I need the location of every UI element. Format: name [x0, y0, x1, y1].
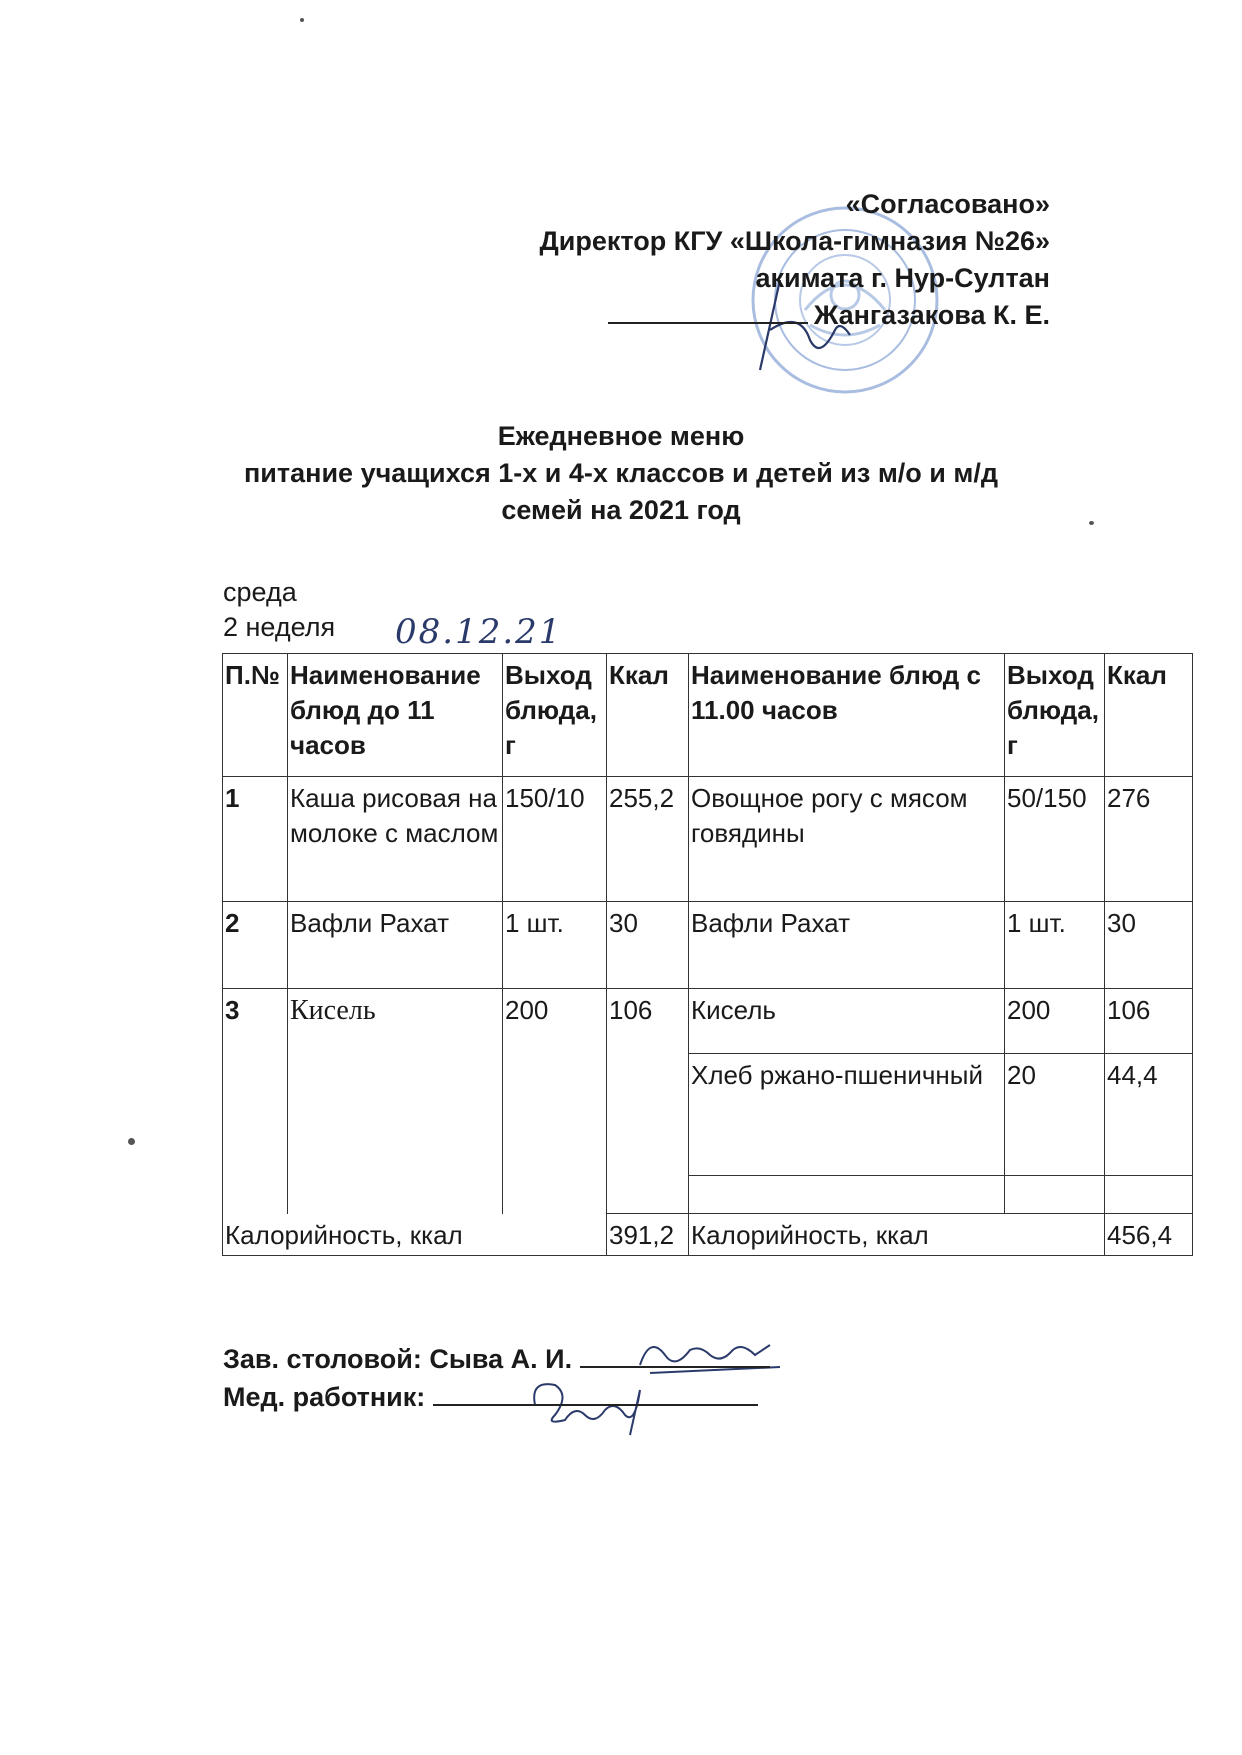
kcal-morning: 255,2 — [607, 777, 689, 902]
portion-afternoon — [1005, 1176, 1105, 1214]
kcal-afternoon: 106 — [1105, 989, 1193, 1054]
kcal-morning — [607, 1054, 689, 1176]
title-line-1: Ежедневное меню — [497, 421, 745, 451]
signature-underline — [608, 300, 808, 324]
dish-morning — [288, 1054, 503, 1176]
title-line-2: питание учащихся 1-х и 4-х классов и детей из м/о и м/д — [244, 458, 998, 488]
table-row — [223, 1054, 1193, 1176]
canteen-line — [223, 1340, 770, 1378]
row-number: 2 — [223, 902, 288, 989]
header-cell: П.№ — [223, 654, 288, 777]
day-info — [223, 575, 335, 645]
portion-afternoon: 200 — [1005, 989, 1105, 1054]
portion-afternoon: 20 — [1005, 1054, 1105, 1176]
header-cell: Ккал — [1105, 654, 1193, 777]
approval-heading: «Согласовано» — [845, 189, 1050, 219]
total-kcal-afternoon: 456,4 — [1105, 1214, 1193, 1256]
approval-director: Директор КГУ «Школа-гимназия №26» — [539, 226, 1050, 256]
document-title — [0, 418, 1242, 529]
approval-signature-line — [540, 297, 1050, 334]
kcal-afternoon: 44,4 — [1105, 1054, 1193, 1176]
kcal-afternoon: 276 — [1105, 777, 1193, 902]
approval-name: Жангазакова К. Е. — [813, 300, 1050, 330]
row-number: 1 — [223, 777, 288, 902]
row-number: 3 — [223, 989, 288, 1054]
total-label-morning: Калорийность, ккал — [223, 1214, 607, 1256]
dish-afternoon: Овощное рогу с мясом говядины — [689, 777, 1005, 902]
canteen-signature-line — [580, 1342, 770, 1368]
row-number — [223, 1054, 288, 1176]
row-number — [223, 1176, 288, 1214]
dish-morning: Каша рисовая на молоке с маслом — [288, 777, 503, 902]
footer-block — [223, 1340, 770, 1416]
portion-morning: 200 — [503, 989, 607, 1054]
portion-morning: 1 шт. — [503, 902, 607, 989]
table-row — [223, 1176, 1193, 1214]
header-cell: Наименование блюд с 11.00 часов — [689, 654, 1005, 777]
handwritten-date: 08.12.21 — [395, 612, 563, 652]
kcal-afternoon — [1105, 1176, 1193, 1214]
title-line-3: семей на 2021 год — [501, 495, 741, 525]
total-label-afternoon: Калорийность, ккал — [689, 1214, 1105, 1256]
dish-morning: Вафли Рахат — [288, 902, 503, 989]
approval-block — [540, 186, 1050, 334]
dish-afternoon: Кисель — [689, 989, 1005, 1054]
portion-afternoon: 50/150 — [1005, 777, 1105, 902]
portion-morning — [503, 1054, 607, 1176]
scan-speck — [300, 18, 304, 22]
dish-morning: Кисель — [288, 989, 503, 1054]
medic-signature-line — [433, 1380, 758, 1406]
medic-label: Мед. работник: — [223, 1382, 426, 1412]
dish-morning — [288, 1176, 503, 1214]
approval-akimat: акимата г. Нур-Султан — [755, 263, 1050, 293]
portion-afternoon: 1 шт. — [1005, 902, 1105, 989]
total-row — [223, 1214, 1193, 1256]
kcal-morning — [607, 1176, 689, 1214]
kcal-morning: 30 — [607, 902, 689, 989]
table-row — [223, 902, 1193, 989]
portion-morning — [503, 1176, 607, 1214]
dish-afternoon: Хлеб ржано-пшеничный — [689, 1054, 1005, 1176]
kcal-morning: 106 — [607, 989, 689, 1054]
header-cell: Выход блюда, г — [503, 654, 607, 777]
portion-morning: 150/10 — [503, 777, 607, 902]
header-cell: Ккал — [607, 654, 689, 777]
header-cell: Выход блюда, г — [1005, 654, 1105, 777]
header-cell: Наименование блюд до 11 часов — [288, 654, 503, 777]
weekday: среда — [223, 577, 297, 607]
total-kcal-morning: 391,2 — [607, 1214, 689, 1256]
week-number: 2 неделя — [223, 612, 336, 642]
table-header-row — [223, 654, 1193, 777]
table-row — [223, 989, 1193, 1054]
menu-table — [222, 653, 1193, 1256]
medic-line — [223, 1378, 770, 1416]
kcal-afternoon: 30 — [1105, 902, 1193, 989]
scan-speck — [128, 1138, 135, 1145]
dish-afternoon: Вафли Рахат — [689, 902, 1005, 989]
scan-speck — [1089, 521, 1094, 525]
dish-afternoon — [689, 1176, 1005, 1214]
canteen-label: Зав. столовой: Сыва А. И. — [223, 1344, 573, 1374]
table-row — [223, 777, 1193, 902]
